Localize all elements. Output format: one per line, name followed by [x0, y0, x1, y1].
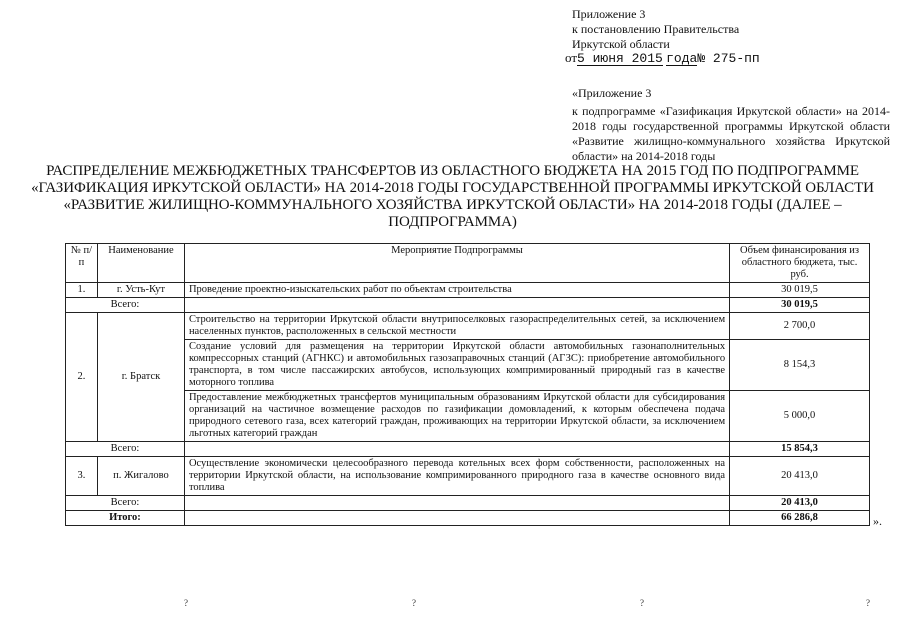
table-header-row — [66, 244, 870, 283]
grand-total-spacer — [184, 511, 729, 526]
subtotal-label: Всего: — [66, 442, 185, 457]
row-amount: 30 019,5 — [730, 283, 870, 298]
subtotal-amount: 20 413,0 — [730, 496, 870, 511]
row-event: Осуществление экономически целесообразного перевода котельных всех форм собственности, расположенных на территории Иркутской области, на использование компримированного природного газа в качестве основного вида топлива — [184, 457, 729, 496]
resolution-date: 5 июня 2015 — [577, 51, 663, 66]
footer-mark: ? — [412, 598, 416, 608]
row-amount: 8 154,3 — [730, 340, 870, 391]
subtotal-row — [66, 442, 870, 457]
row-name: г. Братск — [97, 313, 184, 442]
row-num: 2. — [66, 313, 98, 442]
from-prefix: от — [565, 50, 578, 65]
subtotal-amount: 30 019,5 — [730, 298, 870, 313]
year-word: года — [666, 51, 698, 66]
subtotal-row — [66, 496, 870, 511]
subtotal-row — [66, 298, 870, 313]
table-row — [66, 340, 870, 391]
row-amount: 2 700,0 — [730, 313, 870, 340]
row-amount: 5 000,0 — [730, 391, 870, 442]
header-amount: Объем финансирования из областного бюджета, тыс. руб. — [730, 244, 870, 283]
table-row — [66, 313, 870, 340]
subtotal-label: Всего: — [66, 496, 185, 511]
row-event: Создание условий для размещения на территории Иркутской области автомобильных газонаполнительных компрессорных станций (АГНКС) и автомобильных газозаправочных станций (АГЗС): приобретение автомобильного транспорта, в том числе пассажирских автобусов, использующих компримированный природный газ в качестве моторного топлива — [184, 340, 729, 391]
footer-mark: ? — [866, 598, 870, 608]
footer-mark: ? — [640, 598, 644, 608]
appendix-note — [572, 86, 890, 164]
table-row — [66, 283, 870, 298]
row-event: Предоставление межбюджетных трансфертов муниципальным образованиям Иркутской области для субсидирования организаций на частичное возмещение расходов по газификации домовладений, к которым обеспечена подача природного сетевого газа, всех категорий граждан, проживающих на территории Иркутской области, за исключением льготных категорий граждан — [184, 391, 729, 442]
table-row — [66, 391, 870, 442]
row-num: 1. — [66, 283, 98, 298]
document-title: РАСПРЕДЕЛЕНИЕ МЕЖБЮДЖЕТНЫХ ТРАНСФЕРТОВ ИЗ ОБЛАСТНОГО БЮДЖЕТА НА 2015 ГОД ПО ПОДПРОГРАММЕ «ГАЗИФИКАЦИЯ ИРКУТСКОЙ ОБЛАСТИ» НА 2014-2018 ГОДЫ ГОСУДАРСТВЕННОЙ ПРОГРАММЫ ИРКУТСКОЙ ОБЛАСТИ «РАЗВИТИЕ ЖИЛИЩНО-КОММУНАЛЬНОГО ХОЗЯЙСТВА ИРКУТСКОЙ ОБЛАСТИ» НА 2014-2018 ГОДЫ (ДАЛЕЕ – ПОДПРОГРАММА) — [31, 163, 874, 230]
subtotal-spacer — [184, 298, 729, 313]
grand-total-amount: 66 286,8 — [730, 511, 870, 526]
footer-mark: ? — [184, 598, 188, 608]
grand-total-label: Итого: — [66, 511, 185, 526]
subtotal-label: Всего: — [66, 298, 185, 313]
row-event: Строительство на территории Иркутской области внутрипоселковых газораспределительных сетей, за исключением населенных пунктов, расположенных в сельской местности — [184, 313, 729, 340]
appendix-label: Приложение 3 — [572, 7, 646, 21]
resolution-dateline — [565, 50, 760, 66]
closing-quote-mark: ». — [873, 514, 882, 528]
row-name: п. Жигалово — [97, 457, 184, 496]
row-amount: 20 413,0 — [730, 457, 870, 496]
grand-total-row — [66, 511, 870, 526]
number-sign: № — [697, 51, 706, 66]
transfers-table — [65, 243, 870, 526]
region-name: Иркутской области — [572, 37, 670, 51]
resolution-ref: к постановлению Правительства — [572, 22, 740, 36]
row-event: Проведение проектно-изыскательских работ по объектам строительства — [184, 283, 729, 298]
subtotal-spacer — [184, 442, 729, 457]
header-num: № п/п — [66, 244, 98, 283]
appendix-note-title: «Приложение 3 — [572, 86, 652, 100]
appendix-note-body: к подпрограмме «Газификация Иркутской области» на 2014-2018 годы государственной программы Иркутской области «Развитие жилищно-коммунального хозяйства Иркутской области» на 2014-2018 годы — [572, 104, 890, 163]
subtotal-spacer — [184, 496, 729, 511]
resolution-number: 275-пп — [705, 51, 760, 66]
header-event: Мероприятие Подпрограммы — [184, 244, 729, 283]
header-name: Наименование — [97, 244, 184, 283]
subtotal-amount: 15 854,3 — [730, 442, 870, 457]
row-num: 3. — [66, 457, 98, 496]
table-row — [66, 457, 870, 496]
row-name: г. Усть-Кут — [97, 283, 184, 298]
